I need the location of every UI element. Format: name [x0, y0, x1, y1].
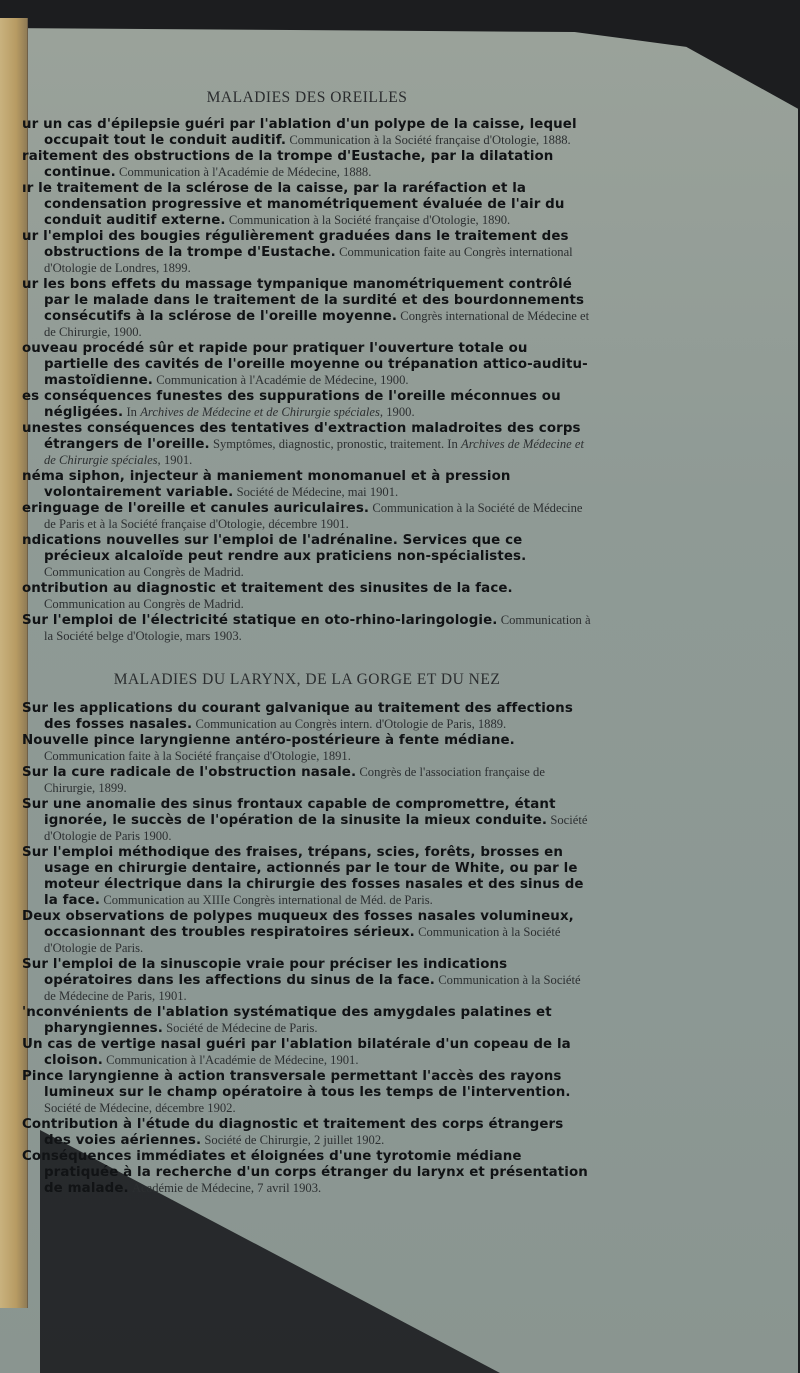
entry-reference: Communication faite à la Société française d'Otologie, 1891.: [44, 749, 351, 763]
entry-reference: Société d'Otologie de Paris 1900.: [44, 813, 588, 843]
entry-reference: Symptômes, diagnostic, pronostic, traitement. In: [212, 437, 458, 451]
entry-reference: Société de Médecine, décembre 1902.: [44, 1101, 236, 1115]
bibliography-entry: [22, 764, 592, 796]
entry-title: Sur la cure radicale de l'obstruction nasale.: [22, 765, 357, 780]
page-content: [22, 88, 592, 1196]
entry-title: Sur les applications du courant galvanique au traitement des affections des fosses nasales.: [22, 701, 573, 732]
bibliography-entry: [22, 908, 592, 956]
bibliography-entry: [22, 732, 592, 764]
entry-title: ur un cas d'épilepsie guéri par l'ablation d'un polype de la caisse, lequel occupait tout le conduit auditif.: [22, 117, 577, 148]
entry-title: néma siphon, injecteur à maniement monomanuel et à pression volontairement variable.: [22, 469, 511, 500]
entry-title: ır le traitement de la sclérose de la caisse, par la raréfaction et la condensation progressive et manométriquement évaluée de l'air du conduit auditif externe.: [22, 181, 565, 228]
entry-reference: Communication faite au Congrès international d'Otologie de Londres, 1899.: [44, 245, 573, 275]
bibliography-entry: [22, 1004, 592, 1036]
bibliography-entry: [22, 1068, 592, 1116]
entry-reference: Communication au XIIIe Congrès international de Méd. de Paris.: [103, 893, 433, 907]
entry-title: Nouvelle pince laryngienne antéro-postérieure à fente médiane.: [22, 733, 515, 748]
entry-title: Deux observations de polypes muqueux des fosses nasales volumineux, occasionnant des troubles respiratoires sérieux.: [22, 909, 574, 940]
entry-title: ur l'emploi des bougies régulièrement graduées dans le traitement des obstructions de la trompe d'Eustache.: [22, 229, 569, 260]
bibliography-entry: [22, 612, 592, 644]
entry-title: unestes conséquences des tentatives d'extraction maladroites des corps étrangers de l'oreille.: [22, 421, 581, 452]
bibliography-entry: [22, 1036, 592, 1068]
bibliography-entry: [22, 1116, 592, 1148]
entry-title: eringuage de l'oreille et canules auriculaires.: [22, 501, 370, 516]
entry-reference: Communication à la Société de Médecine de Paris et à la Société française d'Otologie, décembre 1901.: [44, 501, 583, 531]
entry-title: Sur l'emploi méthodique des fraises, trépans, scies, forêts, brosses en usage en chirurgie dentaire, actionnés par le tour de White, ou par le moteur électrique dans la chirurgie des fosses nasales et des sinus de la face.: [22, 845, 584, 908]
entry-title: raitement des obstructions de la trompe d'Eustache, par la dilatation continue.: [22, 149, 554, 180]
section-title: MALADIES DES OREILLES: [206, 89, 408, 106]
bibliography-entry: [22, 844, 592, 908]
entry-title: ndications nouvelles sur l'emploi de l'adrénaline. Services que ce précieux alcaloïde peut rendre aux praticiens non-spécialistes.: [22, 533, 527, 564]
entry-title: Conséquences immédiates et éloignées d'une tyrotomie médiane pratiquée à la recherche d'un corps étranger du larynx et présentation de malade.: [22, 1149, 588, 1196]
entry-reference: Communication à la Société belge d'Otologie, mars 1903.: [44, 613, 591, 643]
section-title: MALADIES DU LARYNX, DE LA GORGE ET DU NEZ: [113, 671, 501, 688]
entry-title: ouveau procédé sûr et rapide pour pratiquer l'ouverture totale ou partielle des cavités de l'oreille moyenne ou trépanation attico-auditu-mastoïdienne.: [22, 341, 588, 388]
section-larynx-diseases: [22, 670, 592, 1196]
bibliography-entry: [22, 500, 592, 532]
entry-title: ontribution au diagnostic et traitement des sinusites de la face.: [22, 581, 513, 596]
entry-reference: Société de Médecine, mai 1901.: [236, 485, 399, 499]
bibliography-entry: [22, 796, 592, 844]
bibliography-entry: [22, 700, 592, 732]
entry-reference: Communication à la Société française d'Otologie, 1888.: [289, 133, 571, 147]
entry-list: [22, 700, 592, 1196]
entry-journal: Archives de Médecine et de Chirurgie spéciales,: [140, 405, 383, 419]
bibliography-entry: [22, 148, 592, 180]
bibliography-entry: [22, 1148, 592, 1196]
entry-title: Sur l'emploi de la sinuscopie vraie pour préciser les indications opératoires dans les affections du sinus de la face.: [22, 957, 508, 988]
entry-year: 1901.: [163, 453, 193, 467]
entry-reference: Société de Chirurgie, 2 juillet 1902.: [204, 1133, 385, 1147]
entry-reference: Communication au Congrès de Madrid.: [44, 597, 244, 611]
bibliography-entry: [22, 116, 592, 148]
entry-title: Sur une anomalie des sinus frontaux capable de compromettre, étant ignorée, le succès de l'opération de la sinusite la mieux conduite.: [22, 797, 556, 828]
bibliography-entry: [22, 276, 592, 340]
section-ear-diseases: [22, 88, 592, 644]
bibliography-entry: [22, 532, 592, 580]
entry-reference: Communication à la Société de Médecine de Paris, 1901.: [44, 973, 581, 1003]
entry-title: ur les bons effets du massage tympanique manométriquement contrôlé par le malade dans le traitement de la surdité et des bourdonnements consécutifs à la sclérose de l'oreille moyenne.: [22, 277, 585, 324]
entry-reference: Communication à la Société d'Otologie de Paris.: [44, 925, 561, 955]
bibliography-entry: [22, 388, 592, 420]
entry-reference: Congrès international de Médecine et de Chirurgie, 1900.: [44, 309, 590, 339]
entry-title: Un cas de vertige nasal guéri par l'ablation bilatérale d'un copeau de la cloison.: [22, 1037, 571, 1068]
bibliography-entry: [22, 580, 592, 612]
bibliography-entry: [22, 468, 592, 500]
entry-reference: Société de Médecine de Paris.: [166, 1021, 318, 1035]
entry-title: es conséquences funestes des suppurations de l'oreille méconnues ou négligées.: [22, 389, 561, 420]
bibliography-entry: [22, 180, 592, 228]
bibliography-entry: [22, 420, 592, 468]
entry-list: [22, 116, 592, 644]
entry-title: Sur l'emploi de l'électricité statique en oto-rhino-laringologie.: [22, 613, 498, 628]
bibliography-entry: [22, 340, 592, 388]
entry-reference: Communication au Congrès intern. d'Otologie de Paris, 1889.: [195, 717, 507, 731]
entry-reference: In: [126, 405, 137, 419]
entry-reference: Communication à l'Académie de Médecine, 1901.: [106, 1053, 359, 1067]
entry-title: Pince laryngienne à action transversale permettant l'accès des rayons lumineux sur le champ opératoire à tous les temps de l'intervention.: [22, 1069, 571, 1100]
entry-year: 1900.: [386, 405, 415, 419]
entry-reference: Congrès de l'association française de Chirurgie, 1899.: [44, 765, 545, 795]
bibliography-entry: [22, 956, 592, 1004]
bibliography-entry: [22, 228, 592, 276]
entry-reference: Communication à l'Académie de Médecine, 1888.: [119, 165, 372, 179]
entry-reference: Académie de Médecine, 7 avril 1903.: [131, 1181, 322, 1195]
entry-reference: Communication au Congrès de Madrid.: [44, 565, 244, 579]
entry-title: Contribution à l'étude du diagnostic et traitement des corps étrangers des voies aériennes.: [22, 1117, 564, 1148]
entry-reference: Communication à l'Académie de Médecine, 1900.: [156, 373, 409, 387]
entry-title: 'nconvénients de l'ablation systématique des amygdales palatines et pharyngiennes.: [22, 1005, 552, 1036]
entry-journal: Archives de Médecine et de Chirurgie spéciales,: [44, 437, 585, 467]
entry-reference: Communication à la Société française d'Otologie, 1890.: [228, 213, 511, 227]
